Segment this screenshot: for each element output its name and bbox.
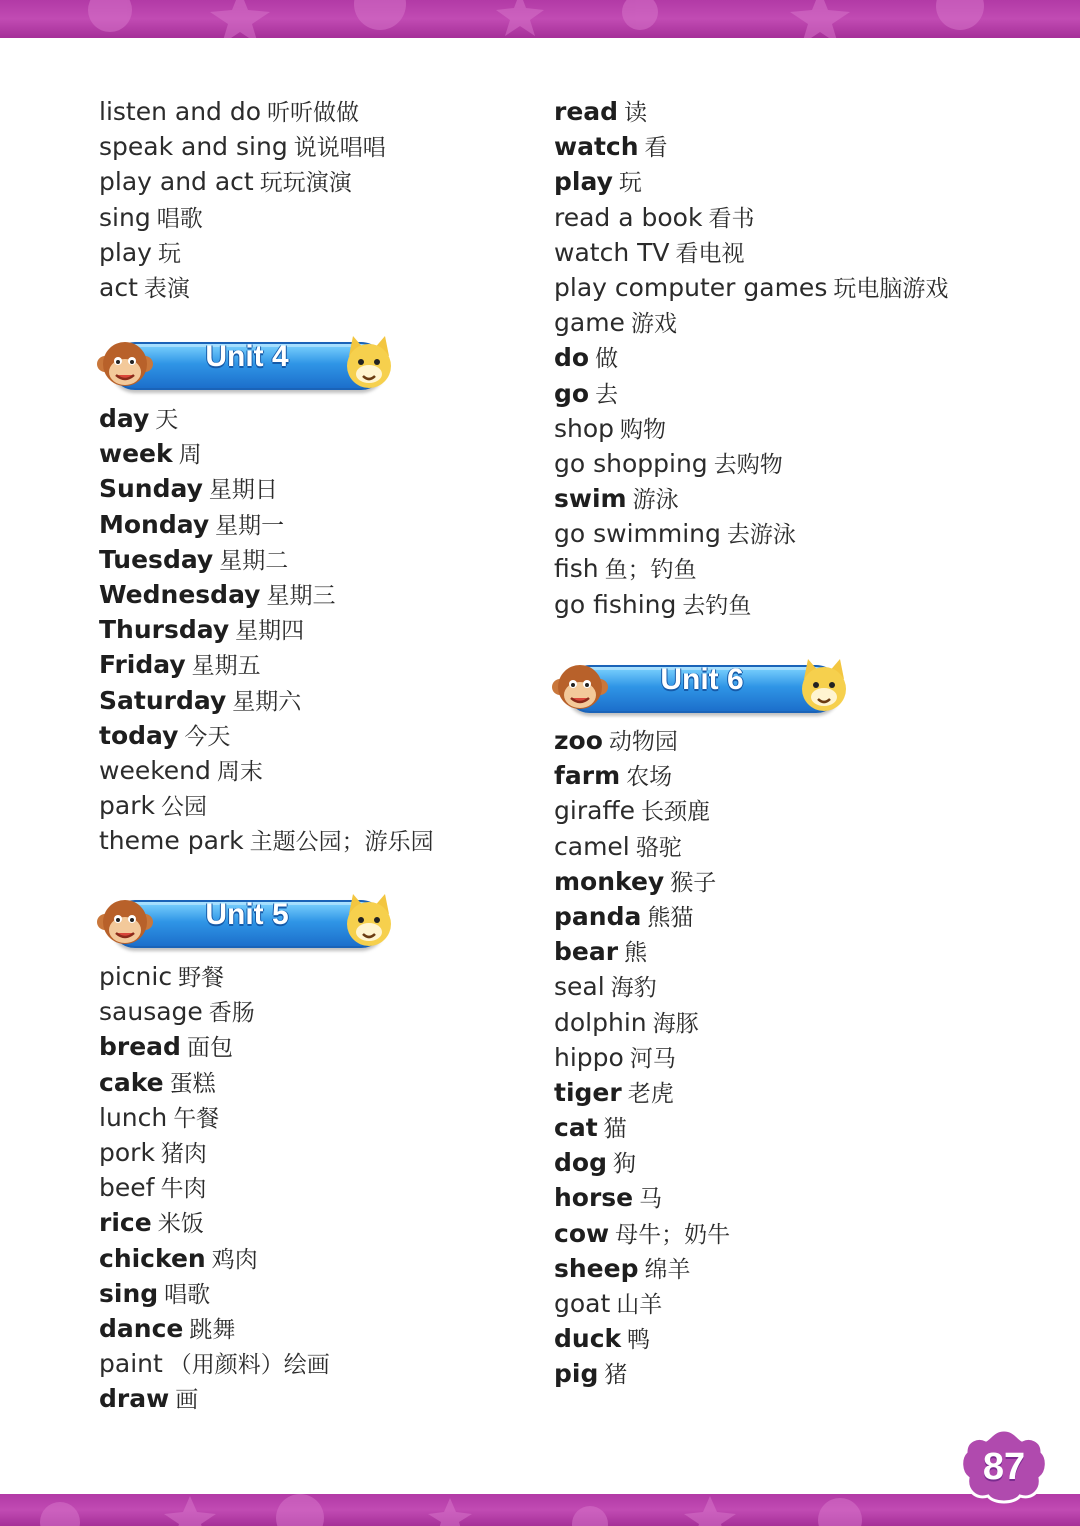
- cat-icon: [341, 334, 397, 394]
- english-word: farm: [554, 761, 621, 791]
- english-word: fish: [554, 554, 599, 584]
- chinese-translation: 海豹: [610, 975, 657, 1002]
- page-number-badge: [956, 1424, 1052, 1512]
- chinese-translation: 绵羊: [644, 1256, 691, 1283]
- english-word: sing: [99, 1278, 159, 1308]
- chinese-translation: 去游泳: [726, 522, 796, 549]
- english-word: park: [99, 791, 155, 821]
- english-word: Monday: [99, 509, 210, 539]
- english-word: chicken: [99, 1243, 206, 1273]
- chinese-translation: 周末: [216, 758, 263, 785]
- english-word: hippo: [554, 1042, 624, 1072]
- vocab-entry: [554, 411, 1034, 446]
- chinese-translation: 星期日: [208, 477, 278, 504]
- english-word: go fishing: [554, 589, 677, 619]
- english-word: swim: [554, 484, 627, 514]
- english-word: read a book: [554, 202, 703, 232]
- english-word: shop: [554, 413, 615, 443]
- english-word: monkey: [554, 866, 665, 896]
- english-word: Sunday: [99, 474, 203, 504]
- chinese-translation: 牛肉: [160, 1176, 207, 1203]
- english-word: camel: [554, 831, 630, 861]
- vocab-entry: [554, 1040, 730, 1075]
- english-word: do: [554, 343, 590, 373]
- english-word: dance: [99, 1313, 184, 1343]
- chinese-translation: 听听做做: [267, 100, 360, 126]
- unit-6-title: Unit 6: [660, 663, 744, 696]
- english-word: pig: [554, 1359, 599, 1389]
- vocab-entry: [99, 235, 529, 270]
- english-word: go shopping: [554, 448, 708, 478]
- vocab-entry: [99, 959, 330, 994]
- chinese-translation: 看电视: [675, 240, 745, 267]
- vocab-entry: [99, 94, 529, 129]
- english-word: duck: [554, 1324, 622, 1354]
- vocab-entry: [554, 551, 1034, 586]
- chinese-translation: 面包: [186, 1035, 233, 1062]
- english-word: bear: [554, 937, 619, 967]
- right-column: [554, 94, 1034, 622]
- chinese-translation: （用颜料）绘画: [168, 1352, 330, 1379]
- chinese-translation: 熊猫: [647, 904, 694, 931]
- english-word: lunch: [99, 1102, 168, 1132]
- english-word: Thursday: [99, 615, 230, 645]
- monkey-icon: [552, 663, 608, 715]
- vocab-entry: [554, 1216, 730, 1251]
- english-word: play: [554, 167, 613, 197]
- vocab-entry: [99, 577, 434, 612]
- left-column: [99, 94, 529, 305]
- monkey-icon: [97, 340, 153, 392]
- vocab-entry: [554, 481, 1034, 516]
- vocab-entry: [99, 1381, 330, 1416]
- vocab-entry: [554, 305, 1034, 340]
- english-word: dolphin: [554, 1007, 647, 1037]
- chinese-translation: 玩玩演演: [259, 170, 352, 197]
- english-word: play computer games: [554, 272, 828, 302]
- vocab-entry: [99, 1065, 330, 1100]
- vocab-entry: [554, 829, 730, 864]
- chinese-translation: 玩电脑游戏: [833, 275, 949, 302]
- chinese-translation: 米饭: [157, 1211, 204, 1238]
- english-word: act: [99, 272, 138, 302]
- chinese-translation: 鸡肉: [211, 1246, 258, 1273]
- vocab-entry: [554, 723, 730, 758]
- vocab-entry: [99, 1029, 330, 1064]
- band-pattern-icon: [0, 1494, 1080, 1526]
- vocab-entry: [99, 753, 434, 788]
- vocab-entry: [554, 446, 1034, 481]
- vocab-entry: [554, 270, 1034, 305]
- vocab-entry: [554, 793, 730, 828]
- monkey-icon: [97, 898, 153, 950]
- english-word: picnic: [99, 962, 173, 991]
- chinese-translation: 去: [595, 381, 619, 408]
- english-word: draw: [99, 1384, 170, 1414]
- chinese-translation: 星期六: [232, 688, 302, 715]
- vocab-entry: [99, 471, 434, 506]
- chinese-translation: 香肠: [208, 1000, 255, 1027]
- right-intro-list: [554, 94, 1034, 622]
- english-word: game: [554, 308, 625, 338]
- english-word: dog: [554, 1148, 607, 1178]
- chinese-translation: 公园: [160, 794, 207, 821]
- page-number: 87: [982, 1446, 1026, 1488]
- english-word: paint: [99, 1349, 163, 1379]
- vocab-entry: [99, 1100, 330, 1135]
- vocab-entry: [99, 507, 434, 542]
- vocab-entry: [99, 823, 434, 858]
- english-word: sausage: [99, 997, 203, 1027]
- vocab-entry: [99, 612, 434, 647]
- english-word: cake: [99, 1067, 164, 1097]
- vocab-entry: [554, 1145, 730, 1180]
- vocab-entry: [554, 934, 730, 969]
- english-word: seal: [554, 972, 605, 1002]
- vocab-entry: [99, 1346, 330, 1381]
- unit-4-title: Unit 4: [205, 340, 289, 373]
- english-word: cat: [554, 1113, 598, 1143]
- vocab-entry: [99, 164, 529, 199]
- chinese-translation: 蛋糕: [169, 1070, 216, 1097]
- vocab-entry: [99, 788, 434, 823]
- chinese-translation: 看书: [708, 205, 755, 232]
- chinese-translation: 唱歌: [156, 205, 203, 232]
- unit-6-word-list: [554, 723, 730, 1392]
- english-word: Wednesday: [99, 579, 261, 609]
- chinese-translation: 动物园: [608, 729, 678, 755]
- chinese-translation: 星期三: [266, 582, 336, 609]
- vocab-entry: [99, 1276, 330, 1311]
- chinese-translation: 星期四: [235, 618, 305, 645]
- vocab-entry: [99, 718, 434, 753]
- english-word: watch: [554, 132, 639, 162]
- english-word: day: [99, 404, 150, 433]
- chinese-translation: 农场: [626, 764, 673, 791]
- chinese-translation: 午餐: [173, 1105, 220, 1132]
- top-decorative-band: [0, 0, 1080, 38]
- chinese-translation: 跳舞: [189, 1316, 236, 1343]
- chinese-translation: 读: [624, 100, 648, 126]
- english-word: watch TV: [554, 237, 670, 267]
- english-word: speak and sing: [99, 132, 288, 162]
- vocab-entry: [554, 200, 1034, 235]
- unit-5-word-list: [99, 959, 330, 1416]
- vocab-entry: [554, 376, 1034, 411]
- chinese-translation: 海豚: [652, 1010, 699, 1037]
- chinese-translation: 鸭: [627, 1327, 651, 1354]
- english-word: goat: [554, 1289, 611, 1318]
- chinese-translation: 野餐: [178, 965, 225, 991]
- english-word: go: [554, 378, 590, 408]
- vocab-entry: [554, 516, 1034, 551]
- chinese-translation: 长颈鹿: [641, 799, 711, 826]
- chinese-translation: 星期二: [219, 547, 289, 574]
- vocab-entry: [554, 129, 1034, 164]
- english-word: play: [99, 237, 152, 267]
- vocab-entry: [99, 647, 434, 682]
- english-word: tiger: [554, 1077, 622, 1107]
- chinese-translation: 购物: [620, 416, 667, 443]
- chinese-translation: 鱼；钓鱼: [604, 557, 697, 584]
- vocab-entry: [99, 683, 434, 718]
- vocab-entry: [554, 899, 730, 934]
- chinese-translation: 骆驼: [635, 834, 682, 861]
- chinese-translation: 玩: [618, 170, 642, 197]
- vocab-entry: [554, 587, 1034, 622]
- chinese-translation: 天: [155, 407, 179, 433]
- vocab-entry: [99, 129, 529, 164]
- chinese-translation: 游戏: [630, 311, 677, 338]
- vocab-entry: [99, 1311, 330, 1346]
- chinese-translation: 山羊: [616, 1292, 663, 1318]
- vocab-entry: [554, 94, 1034, 129]
- chinese-translation: 看: [644, 135, 668, 162]
- vocab-entry: [554, 340, 1034, 375]
- vocab-entry: [554, 864, 730, 899]
- vocab-entry: [554, 758, 730, 793]
- english-word: rice: [99, 1208, 152, 1238]
- vocab-entry: [99, 1135, 330, 1170]
- vocab-entry: [554, 235, 1034, 270]
- vocab-entry: [554, 1251, 730, 1286]
- english-word: Saturday: [99, 685, 227, 715]
- left-intro-list: [99, 94, 529, 305]
- bottom-decorative-band: [0, 1494, 1080, 1526]
- vocab-entry: [554, 1180, 730, 1215]
- unit-5-title: Unit 5: [205, 898, 289, 931]
- vocab-entry: [554, 1075, 730, 1110]
- band-pattern-icon: [0, 0, 1080, 38]
- english-word: beef: [99, 1173, 155, 1203]
- chinese-translation: 去购物: [713, 451, 783, 478]
- vocab-entry: [99, 436, 434, 471]
- english-word: go swimming: [554, 519, 721, 549]
- english-word: pork: [99, 1137, 155, 1167]
- chinese-translation: 狗: [612, 1151, 636, 1178]
- chinese-translation: 主题公园；游乐园: [249, 829, 434, 856]
- vocab-entry: [99, 1170, 330, 1205]
- english-word: week: [99, 439, 173, 469]
- english-word: listen and do: [99, 97, 262, 126]
- cat-icon: [796, 657, 852, 717]
- english-word: Tuesday: [99, 544, 214, 574]
- chinese-translation: 星期一: [215, 512, 285, 539]
- vocab-entry: [554, 1321, 730, 1356]
- chinese-translation: 去钓鱼: [682, 592, 752, 619]
- chinese-translation: 做: [595, 346, 619, 373]
- chinese-translation: 星期五: [191, 653, 261, 680]
- vocab-entry: [99, 1205, 330, 1240]
- unit-6-header: [552, 657, 852, 719]
- english-word: panda: [554, 901, 642, 931]
- english-word: today: [99, 720, 179, 750]
- chinese-translation: 河马: [629, 1045, 676, 1072]
- chinese-translation: 母牛；奶牛: [615, 1221, 731, 1248]
- chinese-translation: 周: [178, 442, 202, 469]
- english-word: weekend: [99, 755, 211, 785]
- english-word: play and act: [99, 167, 254, 197]
- chinese-translation: 猪肉: [160, 1140, 207, 1167]
- vocab-entry: [99, 1241, 330, 1276]
- unit-4-header: [97, 334, 397, 396]
- chinese-translation: 猴子: [670, 869, 717, 896]
- chinese-translation: 说说唱唱: [293, 135, 386, 162]
- chinese-translation: 今天: [184, 723, 231, 750]
- english-word: bread: [99, 1032, 181, 1062]
- chinese-translation: 老虎: [627, 1080, 674, 1107]
- unit-4-word-list: [99, 401, 434, 858]
- chinese-translation: 画: [175, 1387, 199, 1414]
- english-word: Friday: [99, 650, 186, 680]
- english-word: sing: [99, 202, 151, 232]
- english-word: giraffe: [554, 796, 636, 826]
- vocab-entry: [99, 994, 330, 1029]
- vocab-entry: [99, 401, 434, 436]
- chinese-translation: 马: [639, 1186, 663, 1213]
- english-word: cow: [554, 1218, 610, 1248]
- vocab-entry: [554, 1356, 730, 1391]
- vocab-entry: [554, 1286, 730, 1321]
- chinese-translation: 猫: [603, 1116, 627, 1143]
- chinese-translation: 表演: [143, 275, 190, 302]
- chinese-translation: 玩: [157, 240, 181, 267]
- vocab-entry: [99, 270, 529, 305]
- vocab-entry: [554, 1005, 730, 1040]
- cat-icon: [341, 892, 397, 952]
- unit-5-header: [97, 892, 397, 954]
- vocab-entry: [554, 164, 1034, 199]
- english-word: theme park: [99, 826, 244, 856]
- english-word: read: [554, 97, 619, 126]
- vocab-entry: [99, 200, 529, 235]
- vocab-entry: [99, 542, 434, 577]
- vocab-entry: [554, 1110, 730, 1145]
- chinese-translation: 游泳: [632, 487, 679, 514]
- english-word: horse: [554, 1183, 634, 1213]
- chinese-translation: 熊: [624, 940, 648, 967]
- english-word: zoo: [554, 726, 603, 755]
- english-word: sheep: [554, 1253, 639, 1283]
- vocab-entry: [554, 969, 730, 1004]
- chinese-translation: 猪: [604, 1362, 628, 1389]
- chinese-translation: 唱歌: [164, 1281, 211, 1308]
